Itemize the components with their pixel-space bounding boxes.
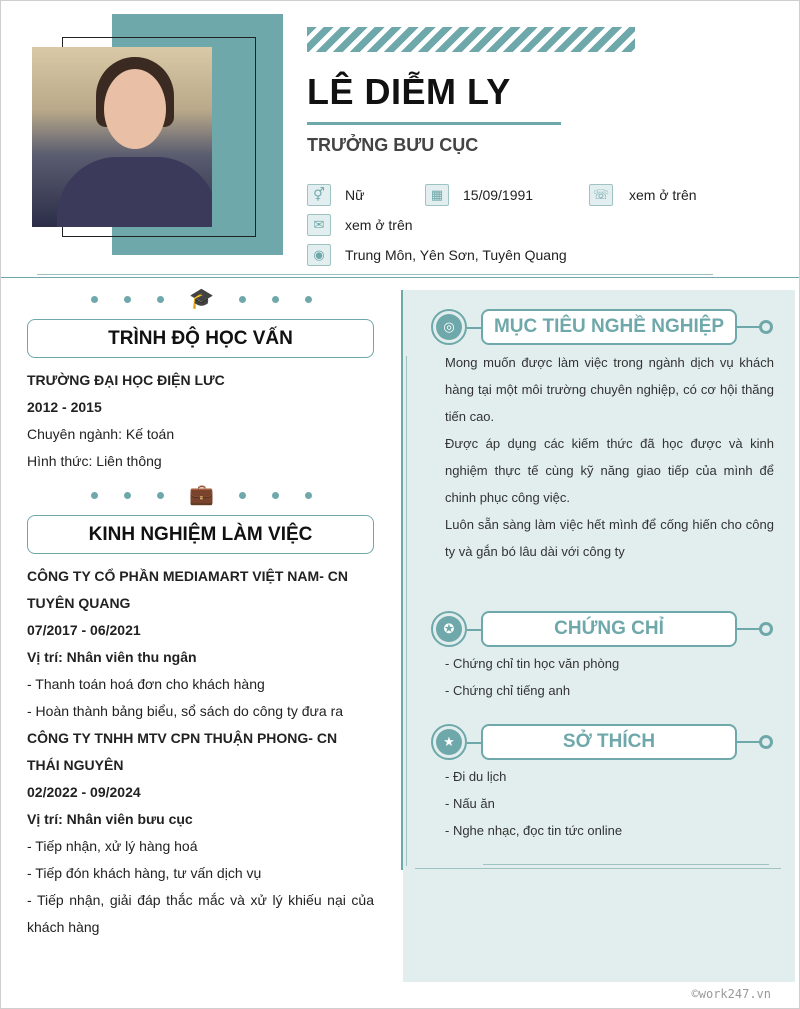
job1-task: - Hoàn thành bảng biểu, sổ sách do công ty đưa ra (27, 703, 344, 719)
objective-text (445, 349, 774, 565)
job2-task: - Tiếp đón khách hàng, tư vấn dịch vụ (27, 865, 262, 881)
education-divider (78, 289, 325, 309)
right-bottom-rule (483, 864, 769, 865)
info-gender (307, 184, 364, 206)
candidate-name: LÊ DIỄM LY (307, 71, 511, 112)
hobbies-title: SỞ THÍCH (481, 724, 737, 760)
education-years: 2012 - 2015 (27, 399, 102, 415)
header-divider-inner (37, 274, 713, 275)
right-column-line (406, 356, 407, 866)
job2-task: - Tiếp nhận, giải đáp thắc mắc và xử lý khiếu nại của khách hàng (27, 892, 374, 935)
job1-company-cont: TUYÊN QUANG (27, 595, 131, 611)
gender-value: Nữ (345, 187, 365, 203)
job2-task: - Tiếp nhận, xử lý hàng hoá (27, 838, 198, 854)
experience-divider (78, 485, 325, 505)
job1-company: CÔNG TY CỔ PHẦN MEDIAMART VIỆT NAM- CN (27, 568, 348, 584)
calendar-icon: ▦ (425, 184, 449, 206)
job2-period: 02/2022 - 09/2024 (27, 784, 141, 800)
experience-title: KINH NGHIỆM LÀM VIỆC (27, 515, 374, 554)
hobbies-header (431, 724, 776, 764)
education-title: TRÌNH ĐỘ HỌC VẤN (27, 319, 374, 358)
certificates-title: CHỨNG CHỈ (481, 611, 737, 647)
gender-icon: ⚥ (307, 184, 331, 206)
certificates-header (431, 611, 776, 651)
job-title: TRƯỞNG BƯU CỤC (307, 135, 479, 155)
graduation-cap-icon: 🎓 (189, 288, 214, 310)
objective-header (431, 309, 776, 349)
info-birthday (425, 184, 533, 206)
photo-face (104, 69, 166, 149)
job2-position: Vị trí: Nhân viên bưu cục (27, 811, 193, 827)
award-icon: ✪ (431, 611, 467, 647)
info-email (307, 214, 413, 236)
objective-paragraph: Mong muốn được làm việc trong ngành dịch vụ khách hàng tại một môi trường chuyên nghiệp, có cơ hội thăng tiến cao. (445, 355, 774, 424)
certificate-item: - Chứng chỉ tiếng anh (445, 683, 571, 698)
phone-icon: ☏ (589, 184, 613, 206)
certificate-item: - Chứng chỉ tin học văn phòng (445, 656, 620, 671)
job1-position: Vị trí: Nhân viên thu ngân (27, 649, 197, 665)
decorative-stripe (307, 27, 635, 52)
header-divider (1, 277, 800, 278)
right-bottom-rule-2 (415, 868, 781, 869)
job1-task: - Thanh toán hoá đơn cho khách hàng (27, 676, 265, 692)
location-icon: ◉ (307, 244, 331, 266)
profile-photo (32, 47, 212, 227)
address-value: Trung Môn, Yên Sơn, Tuyên Quang (345, 247, 567, 263)
birthday-value: 15/09/1991 (463, 187, 534, 203)
objective-paragraph: Luôn sẵn sàng làm việc hết mình để cống hiến cho công ty và gắn bó lâu dài với công ty (445, 517, 774, 559)
education-school: TRƯỜNG ĐẠI HỌC ĐIỆN LƯC (27, 372, 225, 388)
hobby-item: - Đi du lịch (445, 769, 507, 784)
job2-company-cont: THÁI NGUYÊN (27, 757, 124, 773)
phone-value: xem ở trên (629, 187, 697, 203)
target-icon: ◎ (431, 309, 467, 345)
info-phone (589, 184, 697, 206)
briefcase-icon: 💼 (189, 484, 214, 506)
column-divider (401, 290, 403, 870)
info-address (307, 244, 567, 266)
name-underline (307, 122, 561, 125)
email-value: xem ở trên (345, 217, 413, 233)
job1-period: 07/2017 - 06/2021 (27, 622, 141, 638)
objective-title: MỤC TIÊU NGHỀ NGHIỆP (481, 309, 737, 345)
education-form: Hình thức: Liên thông (27, 453, 162, 469)
education-major: Chuyên ngành: Kế toán (27, 426, 175, 442)
hobby-item: - Nấu ăn (445, 796, 495, 811)
mail-icon: ✉ (307, 214, 331, 236)
photo-shirt (57, 157, 212, 227)
hobby-item: - Nghe nhạc, đọc tin tức online (445, 823, 623, 838)
star-icon: ★ (431, 724, 467, 760)
job2-company: CÔNG TY TNHH MTV CPN THUẬN PHONG- CN (27, 730, 338, 746)
watermark: ©work247.vn (691, 987, 771, 1001)
objective-paragraph: Được áp dụng các kiếm thức đã học được và kinh nghiệm thực tế cùng kỹ năng giao tiếp của mình để chinh phục công việc. (445, 436, 774, 505)
